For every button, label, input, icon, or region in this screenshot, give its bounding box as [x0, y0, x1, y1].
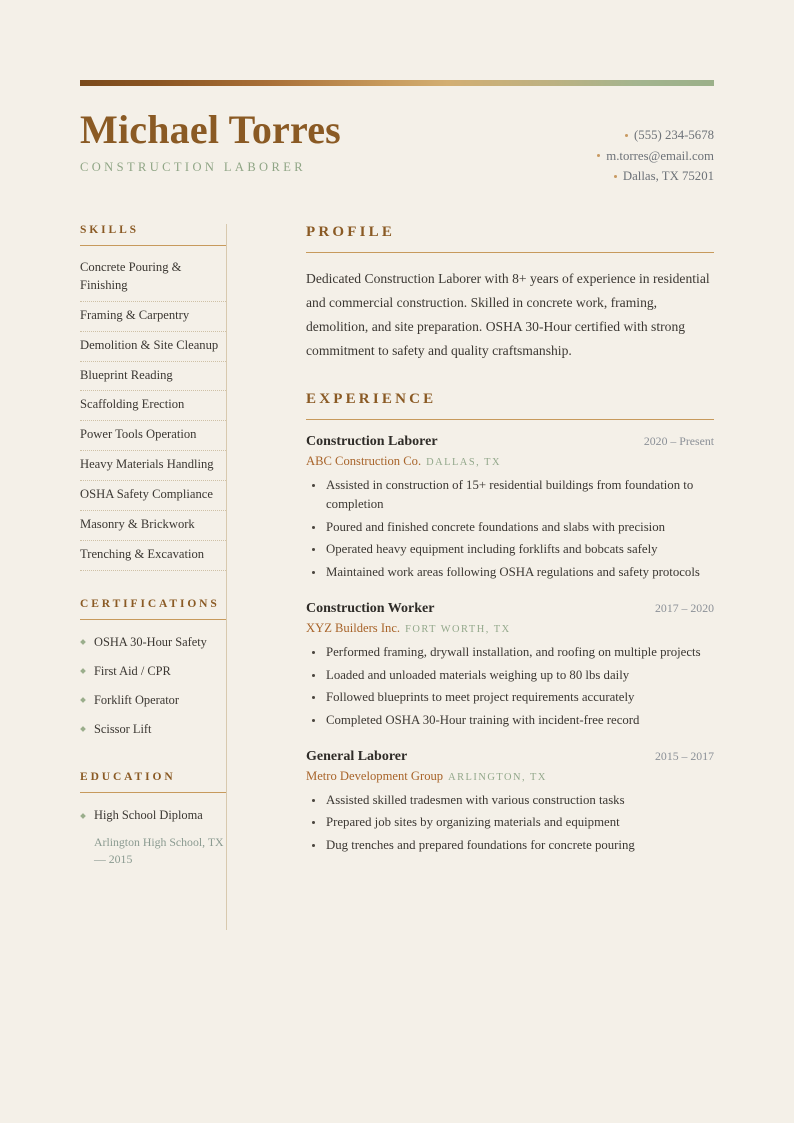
job-location: DALLAS, TX: [426, 457, 501, 469]
job-dates: 2015 – 2017: [655, 748, 714, 763]
profile-heading-rule: [306, 252, 714, 253]
resume-columns: [80, 224, 714, 868]
experience-entry-header: [306, 434, 714, 450]
job-bullet: Operated heavy equipment including forklifts and bobcats safely: [306, 540, 714, 559]
job-bullet: Poured and finished concrete foundations and slabs with precision: [306, 518, 714, 537]
job-bullet: Loaded and unloaded materials weighing up to 80 lbs daily: [306, 666, 714, 685]
job-dates: 2020 – Present: [643, 434, 714, 449]
certification-label: Scissor Lift: [94, 721, 152, 736]
job-company: ABC Construction Co.: [306, 454, 422, 469]
main-column: [306, 224, 714, 868]
profile-heading: PROFILE: [306, 224, 396, 240]
contact-block: [597, 103, 714, 187]
skill-item: Blueprint Reading: [80, 362, 226, 392]
job-company: XYZ Builders Inc.: [306, 621, 401, 635]
experience-entry-header: [306, 749, 714, 765]
email-icon: [597, 154, 600, 157]
job-dates: 2017 – 2020: [655, 601, 714, 615]
job-bullet: Completed OSHA 30-Hour training with incident-free record: [306, 711, 714, 730]
resume-header: [80, 103, 714, 187]
certifications-heading: CERTIFICATIONS: [80, 597, 220, 610]
contact-value: Dallas, TX 75201: [622, 169, 714, 184]
education-item: [80, 804, 226, 830]
diamond-bullet-icon: [80, 813, 86, 819]
diamond-bullet-icon: [80, 697, 86, 703]
skill-item: Framing & Carpentry: [80, 302, 226, 332]
diamond-bullet-icon: [80, 668, 86, 674]
diamond-bullet-icon: [80, 639, 86, 645]
job-bullet: Assisted in construction of 15+ residential buildings from foundation to completion: [306, 476, 714, 514]
education-list: [80, 804, 226, 868]
job-bullet-list: [306, 791, 714, 855]
skill-item: Heavy Materials Handling: [80, 451, 226, 481]
job-company-row: [306, 454, 714, 469]
job-bullet-list: [306, 643, 714, 730]
job-bullet: Maintained work areas following OSHA regulations and safety protocols: [306, 563, 714, 582]
education-heading-rule: [80, 792, 226, 793]
skill-item: Concrete Pouring & Finishing: [80, 257, 226, 302]
job-bullet: Prepared job sites by organizing materials and equipment: [306, 813, 714, 832]
spacer: [80, 571, 226, 598]
diamond-bullet-icon: [80, 726, 86, 732]
job-bullet-list: [306, 476, 714, 582]
certification-label: First Aid / CPR: [94, 663, 171, 678]
job-company: Metro Development Group: [306, 768, 444, 783]
job-title: Construction Laborer: [306, 434, 438, 450]
certifications-section: [80, 598, 226, 744]
certification-label: Forklift Operator: [94, 692, 179, 707]
certification-item: [80, 631, 226, 657]
skills-list: [80, 257, 226, 571]
experience-entry-header: [306, 601, 714, 617]
education-degree: High School Diploma: [94, 808, 203, 823]
profile-section: [306, 224, 714, 363]
header-accent-bar: [80, 80, 714, 86]
candidate-name: Michael Torres: [80, 107, 341, 152]
location-icon: [614, 175, 617, 178]
certification-item: [80, 657, 226, 686]
contact-value: (555) 234-5678: [634, 128, 714, 142]
contact-line[interactable]: [597, 125, 714, 146]
certifications-list: [80, 631, 226, 744]
job-location: FORT WORTH, TX: [405, 624, 511, 635]
sidebar-column: [80, 224, 226, 868]
skills-heading-rule: [80, 245, 226, 246]
skill-item: Demolition & Site Cleanup: [80, 332, 226, 362]
skill-item: OSHA Safety Compliance: [80, 481, 226, 511]
contact-line[interactable]: [597, 166, 714, 187]
skill-item: Scaffolding Erection: [80, 391, 226, 421]
experience-entry: [306, 601, 714, 730]
job-bullet: Dug trenches and prepared foundations for concrete pouring: [306, 836, 714, 855]
certification-label: OSHA 30-Hour Safety: [94, 634, 207, 649]
job-location: ARLINGTON, TX: [448, 771, 547, 783]
skills-section: [80, 224, 226, 571]
job-title: Construction Worker: [306, 601, 435, 616]
education-heading: EDUCATION: [80, 771, 176, 784]
spacer: [80, 744, 226, 771]
certifications-heading-rule: [80, 619, 226, 620]
skill-item: Trenching & Excavation: [80, 541, 226, 571]
experience-entry: [306, 434, 714, 582]
job-bullet: Followed blueprints to meet project requirements accurately: [306, 688, 714, 707]
experience-heading-rule: [306, 419, 714, 420]
certification-item: [80, 686, 226, 715]
certification-item: [80, 715, 226, 744]
skills-heading: SKILLS: [80, 224, 139, 236]
identity-block: [80, 103, 341, 175]
experience-section: [306, 391, 714, 855]
experience-list: [306, 434, 714, 855]
job-title: General Laborer: [306, 748, 408, 764]
profile-text: Dedicated Construction Laborer with 8+ years of experience in residential and commercial construction. Skilled in concrete work, framing, demolition, and site preparation. OSHA 30-Hour certified with strong commitment to safety and quality craftsmanship.: [306, 271, 710, 359]
education-section: [80, 771, 226, 868]
spacer: [306, 363, 714, 391]
job-bullet: Assisted skilled tradesmen with various construction tasks: [306, 791, 714, 810]
job-company-row: [306, 621, 714, 636]
phone-icon: [625, 134, 628, 137]
job-bullet: Performed framing, drywall installation, and roofing on multiple projects: [306, 643, 714, 662]
job-company-row: [306, 769, 714, 784]
skill-item: Power Tools Operation: [80, 421, 226, 451]
skill-item: Masonry & Brickwork: [80, 511, 226, 541]
contact-value: m.torres@email.com: [606, 148, 714, 163]
contact-line[interactable]: [597, 146, 714, 167]
candidate-role: CONSTRUCTION LABORER: [80, 160, 306, 174]
experience-heading: EXPERIENCE: [306, 391, 437, 408]
education-detail: Arlington High School, TX — 2015: [94, 834, 224, 866]
experience-entry: [306, 749, 714, 855]
